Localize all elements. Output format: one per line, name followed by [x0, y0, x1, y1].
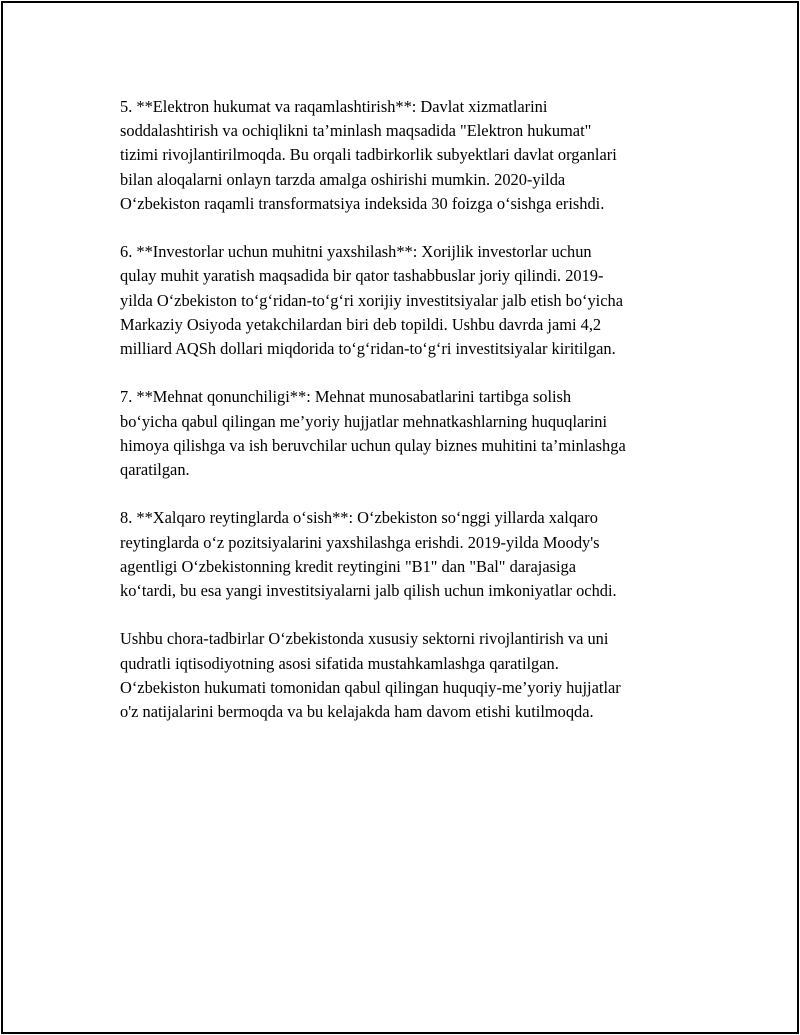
- text-line: milliard AQSh dollari miqdorida to‘g‘ridan-to‘g‘ri investitsiyalar kiritilgan.: [120, 339, 616, 359]
- text-line: O‘zbekiston raqamli transformatsiya indeksida 30 foizga o‘sishga erishdi.: [120, 193, 605, 213]
- text-line: agentligi O‘zbekistonning kredit reytingini "B1" dan "Bal" darajasiga: [120, 556, 577, 576]
- text-line: qulay muhit yaratish maqsadida bir qator tashabbuslar joriy qilindi. 2019-: [120, 266, 604, 286]
- text-line: bo‘yicha qabul qilingan me’yoriy hujjatlar mehnatkashlarning huquqlarini: [120, 411, 608, 431]
- text-line: yilda O‘zbekiston to‘g‘ridan-to‘g‘ri xorijiy investitsiyalar jalb etish bo‘yicha: [120, 290, 623, 310]
- text-line: qudratli iqtisodiyotning asosi sifatida mustahkamlashga qaratilgan.: [120, 653, 559, 673]
- text-line: qaratilgan.: [120, 460, 190, 480]
- text-line: 7. **Mehnat qonunchiligi**: Mehnat munosabatlarini tartibga solish: [120, 387, 572, 407]
- text-line: o'z natijalarini bermoqda va bu kelajakda ham davom etishi kutilmoqda.: [120, 702, 594, 722]
- text-line: O‘zbekiston hukumati tomonidan qabul qilingan huquqiy-me’yoriy hujjatlar: [120, 677, 621, 697]
- paragraph-labor-legislation: [120, 385, 710, 482]
- document-body: [120, 95, 710, 748]
- text-line: himoya qilishga va ish beruvchilar uchun qulay biznes muhitini ta’minlashga: [120, 435, 626, 455]
- paragraph-international-ratings: [120, 506, 710, 603]
- text-line: 8. **Xalqaro reytinglarda o‘sish**: O‘zbekiston so‘nggi yillarda xalqaro: [120, 508, 598, 528]
- paragraph-conclusion: [120, 627, 710, 724]
- page-frame: [1, 1, 799, 1034]
- text-line: tizimi rivojlantirilmoqda. Bu orqali tadbirkorlik subyektlari davlat organlari: [120, 145, 617, 165]
- text-line: ko‘tardi, bu esa yangi investitsiyalarni jalb qilish uchun imkoniyatlar ochdi.: [120, 581, 617, 601]
- text-line: reytinglarda o‘z pozitsiyalarini yaxshilashga erishdi. 2019-yilda Moody's: [120, 532, 600, 552]
- paragraph-e-government: [120, 95, 710, 216]
- text-line: soddalashtirish va ochiqlikni ta’minlash maqsadida "Elektron hukumat": [120, 121, 592, 141]
- text-line: Markaziy Osiyoda yetakchilardan biri deb topildi. Ushbu davrda jami 4,2: [120, 314, 602, 334]
- text-line: Ushbu chora-tadbirlar O‘zbekistonda xususiy sektorni rivojlantirish va uni: [120, 629, 609, 649]
- text-line: bilan aloqalarni onlayn tarzda amalga oshirishi mumkin. 2020-yilda: [120, 169, 566, 189]
- paragraph-investor-environment: [120, 240, 710, 361]
- text-line: 6. **Investorlar uchun muhitni yaxshilash**: Xorijlik investorlar uchun: [120, 242, 592, 262]
- text-line: 5. **Elektron hukumat va raqamlashtirish**: Davlat xizmatlarini: [120, 97, 548, 116]
